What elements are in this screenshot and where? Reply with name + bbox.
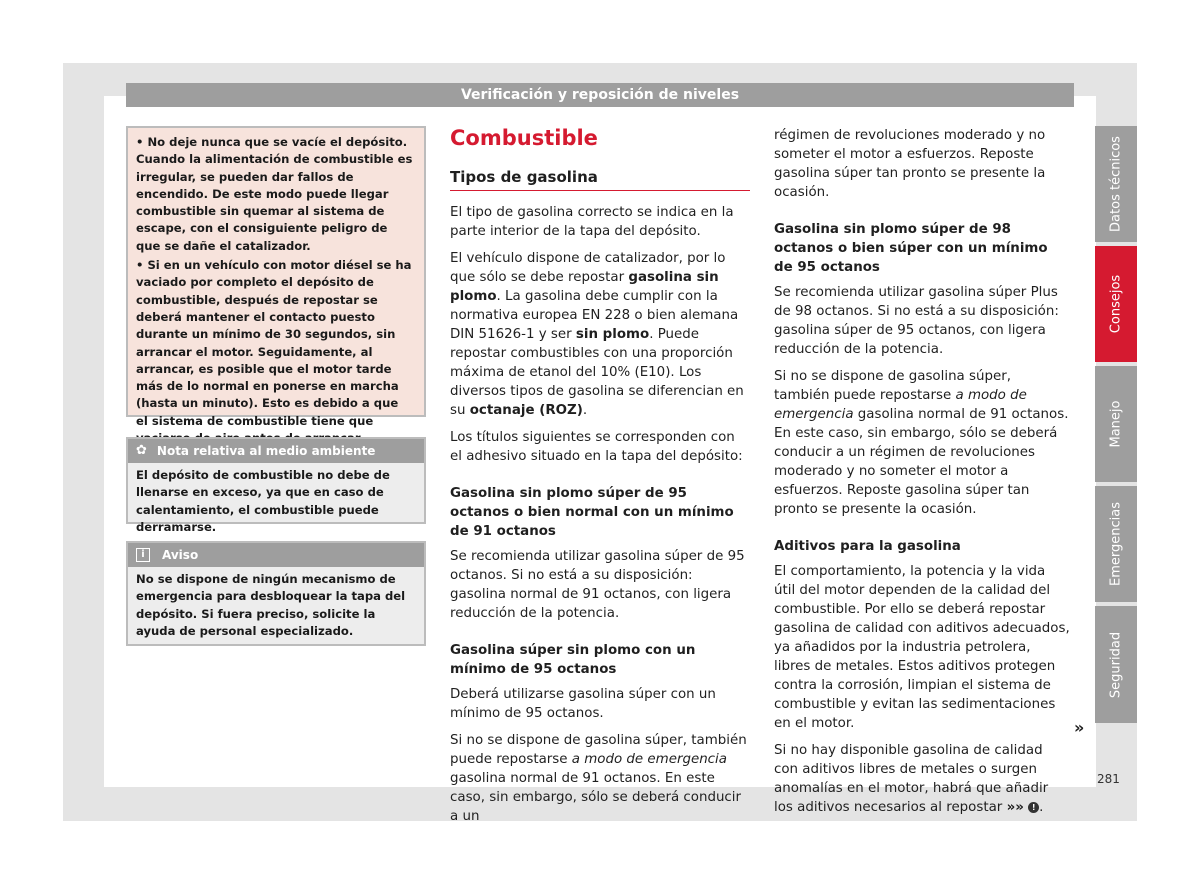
heading: Gasolina súper sin plomo con un mínimo de 95 octanos bbox=[450, 643, 696, 677]
paragraph: Si no se dispone de gasolina súper, también puede repostarse a modo de emergencia gasolina normal de 91 octanos. En este caso, sin embargo, sólo se deberá conducir a un régimen de revoluciones moderado y no someter el motor a esfuerzos. Reposte gasolina súper tan pronto se presente la ocasión. bbox=[774, 369, 1069, 517]
tab-datos-tecnicos[interactable]: Datos técnicos bbox=[1095, 126, 1137, 242]
paragraph: Deberá utilizarse gasolina súper con un mínimo de 95 octanos. bbox=[450, 687, 716, 721]
info-icon: i bbox=[136, 548, 150, 562]
paragraph: régimen de revoluciones moderado y no someter el motor a esfuerzos. Reposte gasolina súper tan pronto se presente la ocasión. bbox=[774, 128, 1046, 200]
environment-note bbox=[126, 437, 426, 534]
paragraph: Se recomienda utilizar gasolina súper Plus de 98 octanos. Si no está a su disposición: gasolina súper de 95 octanos, con ligera reducción de la potencia. bbox=[774, 285, 1059, 357]
environment-note-title: Nota relativa al medio ambiente bbox=[156, 444, 376, 458]
paragraph: Si no se dispone de gasolina súper, también puede repostarse a modo de emergencia gasolina normal de 91 octanos. En este caso, sin embargo, sólo se deberá conducir a un bbox=[450, 733, 747, 824]
tab-consejos[interactable]: Consejos bbox=[1095, 246, 1137, 362]
warning-text-1: Cuando la alimentación de combustible es irregular, se pueden dar fallos de encendido. De este modo puede llegar combustible sin quemar al sistema de escape, con el consiguiente peligro de que se dañe el catalizador. bbox=[136, 152, 413, 253]
warning-lead: • No deje nunca que se vacíe el depósito. bbox=[136, 135, 408, 149]
section-title: Combustible bbox=[450, 126, 598, 150]
warning-paragraph-2: • Si en un vehículo con motor diésel se ha vaciado por completo el depósito de combustible, después de repostar se deberá mantener el contacto puesto durante un mínimo de 30 segundos, sin arrancar el motor. Seguidamente, al arrancar, es posible que el motor tarde más de lo normal en ponerse en marcha (hasta un minuto). Esto es debido a que el sistema de combustible tiene que bbox=[136, 258, 412, 428]
column-right bbox=[774, 126, 1070, 825]
subsection-title: Tipos de gasolina bbox=[450, 168, 750, 191]
cross-reference-icon[interactable]: »» bbox=[1006, 800, 1024, 815]
environment-note-header bbox=[128, 439, 424, 463]
paragraph: Los títulos siguientes se corresponden con el adhesivo situado en la tapa del depósito: bbox=[450, 430, 743, 464]
continue-icon: » bbox=[1074, 718, 1085, 737]
warning-paragraph-1 bbox=[136, 134, 414, 255]
chapter-header: Verificación y reposición de niveles bbox=[126, 83, 1074, 107]
aviso-title: Aviso bbox=[162, 548, 199, 562]
tab-emergencias[interactable]: Emergencias bbox=[1095, 486, 1137, 602]
heading: Aditivos para la gasolina bbox=[774, 539, 961, 554]
flower-icon: ✿ bbox=[136, 443, 147, 458]
aviso-header bbox=[128, 543, 424, 567]
tab-manejo[interactable]: Manejo bbox=[1095, 366, 1137, 482]
paragraph: Se recomienda utilizar gasolina súper de 95 octanos. Si no está a su disposición: gasolina normal de 91 octanos, con ligera reducción de la potencia. bbox=[450, 549, 745, 621]
warning-box bbox=[126, 126, 426, 428]
aviso-text: No se dispone de ningún mecanismo de emergencia para desbloquear la tapa del depósito. Si fuera preciso, solicite la ayuda de personal especializado. bbox=[136, 572, 406, 638]
paragraph: El tipo de gasolina correcto se indica en la parte interior de la tapa del depósito. bbox=[450, 205, 734, 239]
paragraph: El vehículo dispone de catalizador, por lo que sólo se debe repostar gasolina sin plomo. La gasolina debe cumplir con la normativa europea EN 228 o bien alemana DIN 51626-1 y ser sin plomo. Puede repostar combustibles con una proporción máxima de etanol del 10% (E10). Los diversos tipos de gasolina se diferencian en su octanaje (ROZ). bbox=[450, 251, 744, 418]
environment-note-text: El depósito de combustible no debe de llenarse en exceso, ya que en caso de calentamiento, el combustible puede derramarse. bbox=[136, 468, 390, 534]
chapter-tabs bbox=[1095, 126, 1137, 727]
aviso-note bbox=[126, 541, 426, 646]
paragraph: Si no hay disponible gasolina de calidad con aditivos libres de metales o surgen anomalías en el motor, habrá que añadir los aditivos necesarios al repostar »» ! . bbox=[774, 743, 1049, 815]
paragraph: El comportamiento, la potencia y la vida útil del motor dependen de la calidad del combustible. Por ello se deberá repostar gasolina de calidad con aditivos adecuados, ya añadidos por la industria petrolera, libres de metales. Estos aditivos protegen contra la corrosión, limpian el sistema de combustible y evitan las sedimentaciones en el motor. bbox=[774, 564, 1070, 731]
column-middle bbox=[450, 126, 750, 834]
heading: Gasolina sin plomo súper de 98 octanos o bien súper con un mínimo de 95 octanos bbox=[774, 222, 1048, 275]
page-number: 281 bbox=[1097, 772, 1120, 786]
tab-seguridad[interactable]: Seguridad bbox=[1095, 606, 1137, 723]
warning-symbol-icon: ! bbox=[1028, 802, 1039, 813]
heading: Gasolina sin plomo súper de 95 octanos o bien normal con un mínimo de 91 octanos bbox=[450, 486, 734, 539]
